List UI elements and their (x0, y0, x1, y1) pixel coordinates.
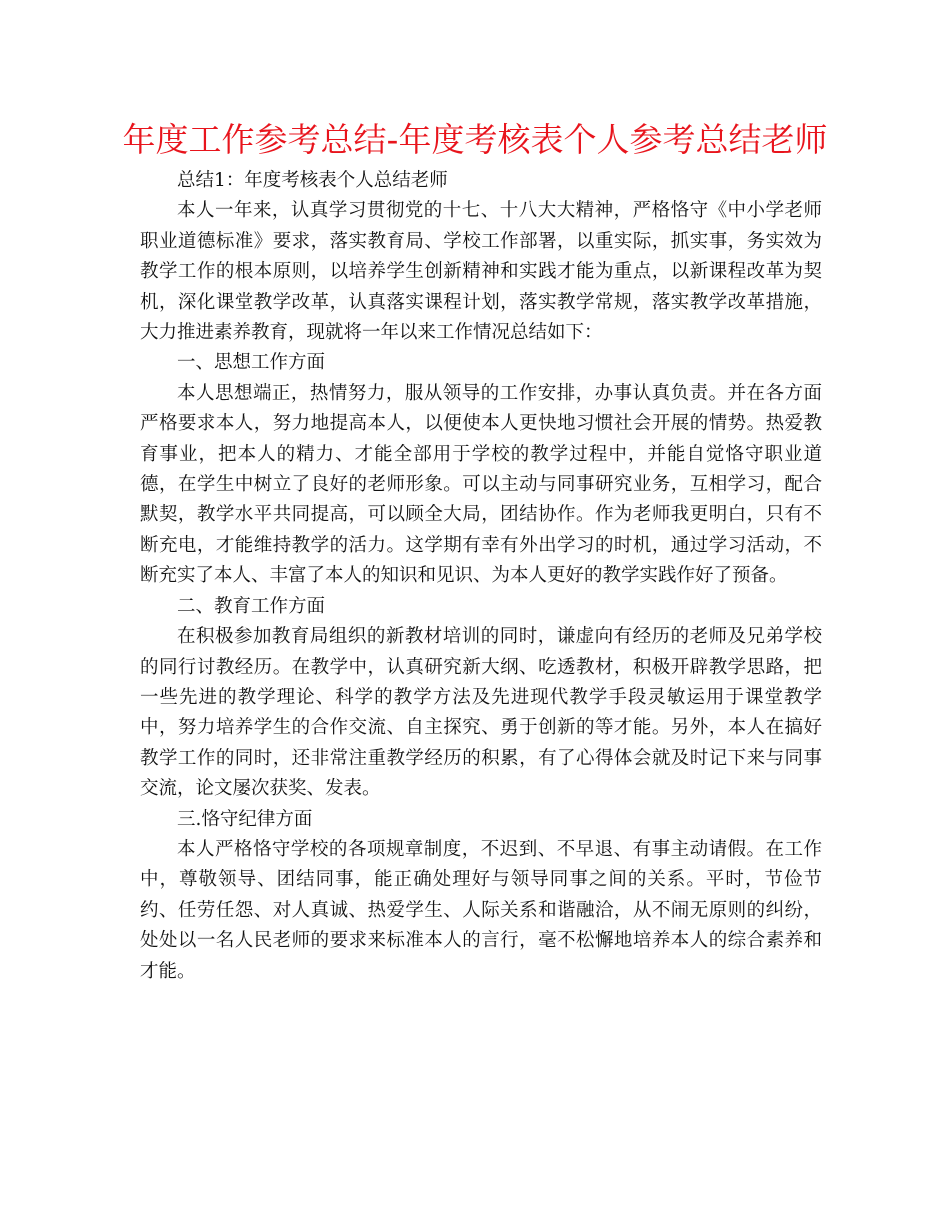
document-body (140, 166, 822, 987)
section-paragraph-ideology: 本人思想端正，热情努力，服从领导的工作安排，办事认真负责。并在各方面严格要求本人，努力地提高本人，以便使本人更快地习惯社会开展的情势。热爱教育事业，把本人的精力、才能全部用于学校的教学过程中，并能自觉恪守职业道德，在学生中树立了良好的老师形象。可以主动与同事研究业务，互相学习，配合默契，教学水平共同提高，可以顾全大局，团结协作。作为老师我更明白，只有不断充电，才能维持教学的活力。这学期有幸有外出学习的时机，通过学习活动，不断充实了本人、丰富了本人的知识和见识、为本人更好的教学实践作好了预备。 (140, 382, 822, 587)
section-heading-education: 二、教育工作方面 (177, 595, 326, 617)
section-heading-discipline: 三.恪守纪律方面 (177, 808, 313, 830)
section-heading-ideology: 一、思想工作方面 (177, 352, 326, 374)
section-paragraph-discipline: 本人严格恪守学校的各项规章制度，不迟到、不早退、有事主动请假。在工作中，尊敬领导、团结同事，能正确处理好与领导同事之间的关系。平时，节俭节约、任劳任怨、对人真诚、热爱学生、人际关系和谐融洽，从不闹无原则的纠纷，处处以一名人民老师的要求来标准本人的言行，毫不松懈地培养本人的综合素养和才能。 (140, 838, 822, 982)
intro-paragraph: 本人一年来，认真学习贯彻党的十七、十八大大精神，严格恪守《中小学老师职业道德标准》要求，落实教育局、学校工作部署，以重实际，抓实事，务实效为教学工作的根本原则，以培养学生创新精神和实践才能为重点，以新课程改革为契机，深化课堂教学改革，认真落实课程计划，落实教学常规，落实教学改革措施，大力推进素养教育，现就将一年以来工作情况总结如下： (140, 200, 822, 344)
section-paragraph-education: 在积极参加教育局组织的新教材培训的同时，谦虚向有经历的老师及兄弟学校的同行讨教经历。在教学中，认真研究新大纲、吃透教材，积极开辟教学思路，把一些先进的教学理论、科学的教学方法及先进现代教学手段灵敏运用于课堂教学中，努力培养学生的合作交流、自主探究、勇于创新的等才能。另外，本人在搞好教学工作的同时，还非常注重教学经历的积累，有了心得体会就及时记下来与同事交流，论文屡次获奖、发表。 (140, 626, 822, 800)
summary-subtitle: 总结1：年度考核表个人总结老师 (177, 170, 448, 191)
document-title: 年度工作参考总结-年度考核表个人参考总结老师 (122, 120, 828, 159)
